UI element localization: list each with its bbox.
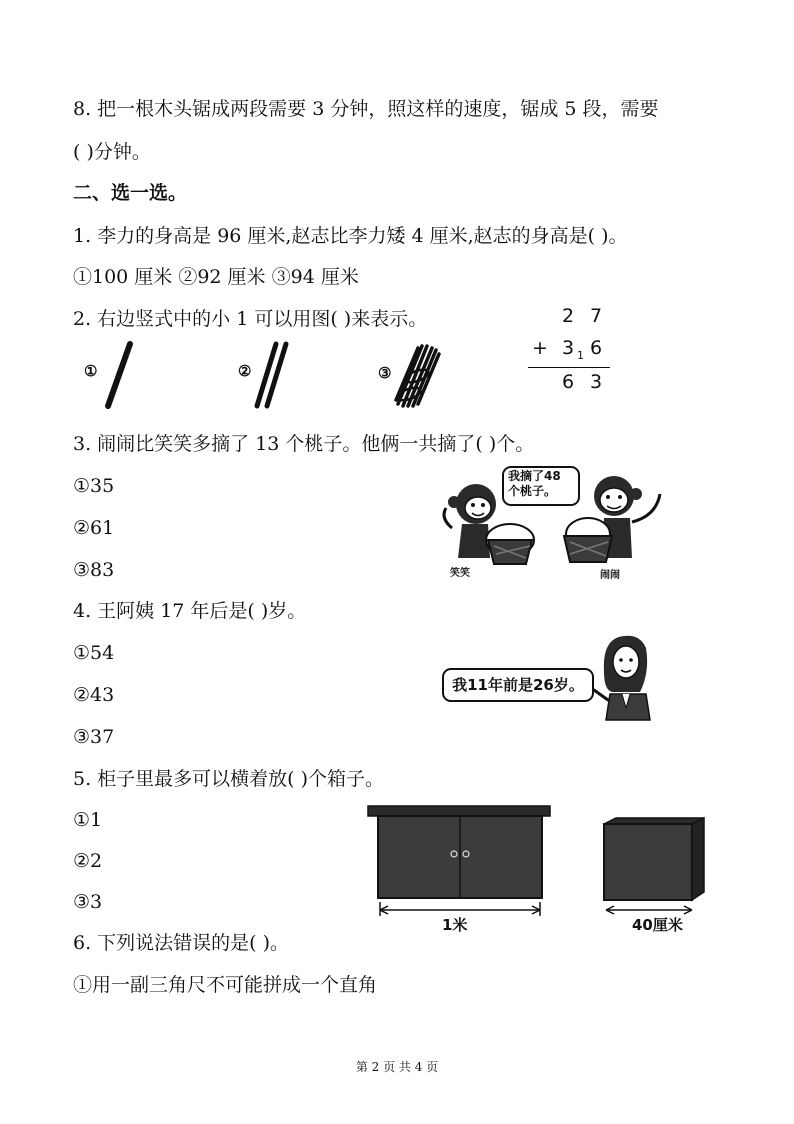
box-icon	[598, 814, 710, 918]
bubble-line-2: 个桃子。	[508, 484, 557, 498]
plus-sign: +	[532, 337, 548, 359]
aunt-wang-icon	[588, 632, 662, 722]
q2-option-marker-2: ②	[238, 362, 252, 380]
digit-ones-result: 3	[590, 371, 603, 393]
digit-tens-result: 6	[562, 371, 575, 393]
q3-option-3: ③83	[73, 559, 115, 581]
q5-text: 5. 柜子里最多可以横着放( )个箱子。	[73, 768, 385, 790]
sum-line	[528, 367, 610, 368]
page-footer: 第 2 页 共 4 页	[355, 1060, 439, 1074]
q6-option-1: ①用一副三角尺不可能拼成一个直角	[73, 974, 378, 996]
cabinet-width-label: 1米	[442, 916, 468, 934]
speech-bubble-age: 我11年前是26岁。	[442, 668, 594, 702]
q4-option-3: ③37	[73, 726, 115, 748]
vertical-addition	[528, 305, 610, 397]
q2-text: 2. 右边竖式中的小 1 可以用图( )来表示。	[73, 308, 428, 330]
digit-tens-bottom: 3	[562, 337, 575, 359]
q3-option-2: ②61	[73, 517, 115, 539]
cabinet-icon	[366, 802, 552, 917]
q5-option-2: ②2	[73, 850, 103, 872]
bubble-line-1: 我摘了48	[508, 469, 561, 483]
digit-ones-top: 7	[590, 305, 603, 327]
single-stick-icon	[100, 340, 140, 410]
q1-text: 1. 李力的身高是 96 厘米,赵志比李力矮 4 厘米,赵志的身高是( )。	[73, 225, 628, 247]
carry-digit: 1	[577, 349, 584, 362]
digit-ones-bottom: 6	[590, 337, 603, 359]
q3-option-1: ①35	[73, 475, 115, 497]
section-heading: 二、选一选。	[73, 182, 188, 204]
name-xiaoxiao: 笑笑	[450, 568, 470, 579]
digit-tens-top: 2	[562, 305, 575, 327]
q8-line1: 8. 把一根木头锯成两段需要 3 分钟，照这样的速度，锯成 5 段，需要	[73, 98, 659, 120]
q1-options: ①100 厘米 ②92 厘米 ③94 厘米	[73, 266, 359, 288]
q4-option-1: ①54	[73, 642, 115, 664]
monkey-naonao-icon	[556, 472, 668, 572]
q6-text: 6. 下列说法错误的是( )。	[73, 932, 290, 954]
q2-option-marker-1: ①	[84, 362, 98, 380]
two-sticks-icon	[252, 340, 292, 410]
q3-text: 3. 闹闹比笑笑多摘了 13 个桃子。他俩一共摘了( )个。	[73, 433, 535, 455]
q2-option-marker-3: ③	[378, 364, 392, 382]
q8-line2: ( )分钟。	[73, 141, 151, 163]
q4-text: 4. 王阿姨 17 年后是( )岁。	[73, 600, 307, 622]
q4-option-2: ②43	[73, 684, 115, 706]
box-width-label: 40厘米	[632, 916, 683, 934]
name-naonao: 闹闹	[600, 570, 620, 581]
q5-option-1: ①1	[73, 809, 103, 831]
stick-bundle-icon	[392, 340, 442, 412]
q5-option-3: ③3	[73, 891, 103, 913]
